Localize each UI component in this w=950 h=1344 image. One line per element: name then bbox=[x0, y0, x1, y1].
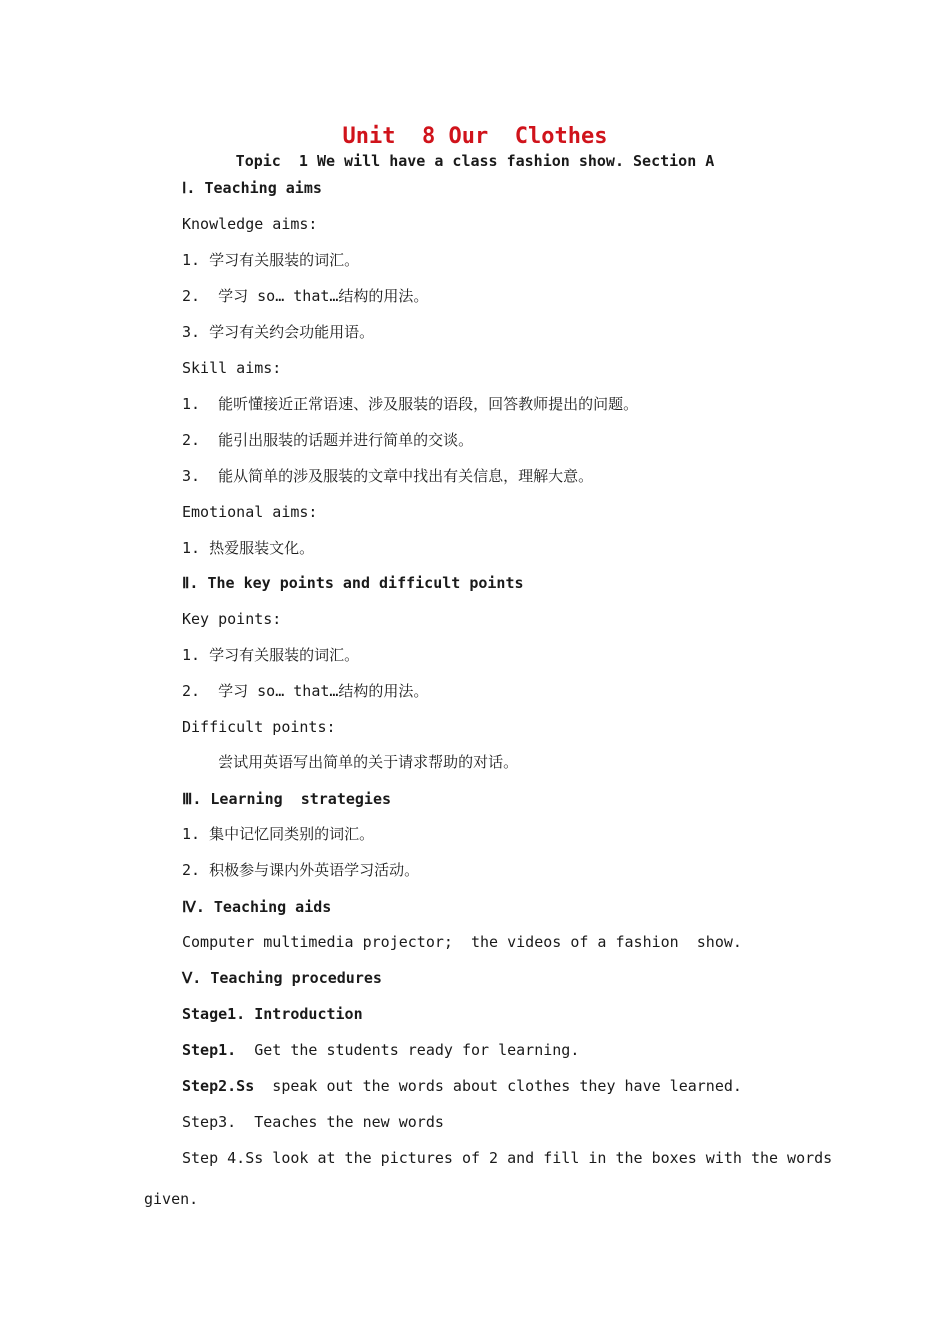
page-title: Unit 8 Our Clothes bbox=[342, 124, 608, 149]
l17: Ⅲ. Learning strategies bbox=[182, 790, 392, 808]
l4: 3. 学习有关约会功能用语。 bbox=[182, 323, 375, 341]
l3: 2. 学习 so… that…结构的用法。 bbox=[182, 287, 429, 305]
l9: Emotional aims: bbox=[182, 503, 318, 521]
topic-subtitle: Topic 1 We will have a class fashion show. Section A bbox=[235, 152, 715, 170]
l1: Knowledge aims: bbox=[182, 215, 318, 233]
l22: Ⅴ. Teaching procedures bbox=[182, 969, 382, 987]
l16: 尝试用英语写出简单的关于请求帮助的对话。 bbox=[182, 753, 519, 771]
l2: 1. 学习有关服装的词汇。 bbox=[182, 251, 360, 269]
step3: Step3. Teaches the new words bbox=[182, 1113, 444, 1131]
l20: Ⅳ. Teaching aids bbox=[182, 898, 332, 916]
l21: Computer multimedia projector; the videos of a fashion show. bbox=[182, 933, 742, 951]
step1 bbox=[182, 1040, 579, 1060]
l7: 2. 能引出服装的话题并进行简单的交谈。 bbox=[182, 431, 474, 449]
l14: 2. 学习 so… that…结构的用法。 bbox=[182, 682, 429, 700]
step1-label: Step1. bbox=[182, 1041, 237, 1059]
step1-text: Get the students ready for learning. bbox=[236, 1041, 580, 1059]
l15: Difficult points: bbox=[182, 718, 336, 736]
step4-line2: given. bbox=[144, 1190, 199, 1208]
step2 bbox=[182, 1076, 742, 1096]
l18: 1. 集中记忆同类别的词汇。 bbox=[182, 825, 375, 843]
l19: 2. 积极参与课内外英语学习活动。 bbox=[182, 861, 420, 879]
step2-text: speak out the words about clothes they have learned. bbox=[254, 1077, 742, 1095]
l12: Key points: bbox=[182, 610, 282, 628]
l11: Ⅱ. The key points and difficult points bbox=[182, 574, 524, 592]
l8: 3. 能从简单的涉及服装的文章中找出有关信息，理解大意。 bbox=[182, 467, 594, 485]
l5: Skill aims: bbox=[182, 359, 282, 377]
l0: Ⅰ. Teaching aims bbox=[182, 179, 322, 197]
l10: 1. 热爱服装文化。 bbox=[182, 539, 315, 557]
step4-line1: Step 4.Ss look at the pictures of 2 and fill in the boxes with the words bbox=[182, 1149, 833, 1167]
l23: Stage1. Introduction bbox=[182, 1005, 363, 1023]
l6: 1. 能听懂接近正常语速、涉及服装的语段，回答教师提出的问题。 bbox=[182, 395, 639, 413]
step2-label: Step2.Ss bbox=[182, 1077, 255, 1095]
l13: 1. 学习有关服装的词汇。 bbox=[182, 646, 360, 664]
